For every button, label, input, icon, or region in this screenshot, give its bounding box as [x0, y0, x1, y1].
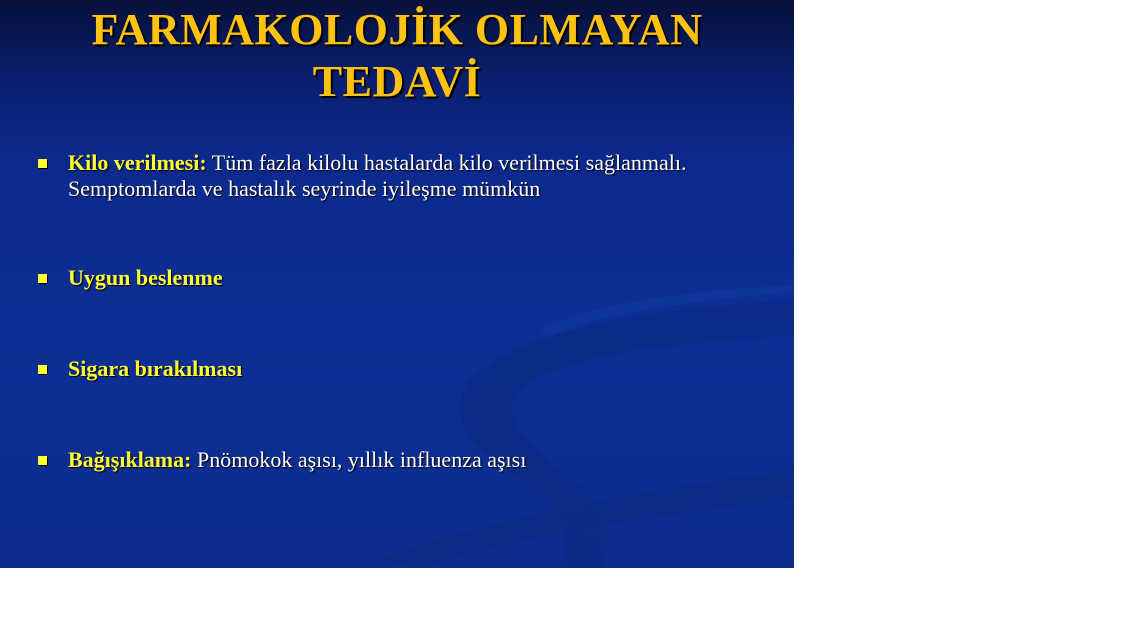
bullet-keyword: Uygun beslenme: [68, 265, 223, 290]
bullet-keyword: Sigara bırakılması: [68, 356, 243, 381]
bullet-content: [68, 356, 778, 382]
square-bullet-icon: [38, 274, 47, 283]
bullet-content: [68, 150, 778, 202]
square-bullet-icon: [38, 365, 47, 374]
bullet-nutrition: [38, 265, 778, 291]
bullet-text: Tüm fazla kilolu hastalarda kilo verilmesi sağlanmalı. Semptomlarda ve hastalık seyrinde iyileşme mümkün: [68, 150, 687, 201]
bullet-keyword: Bağışıklama:: [68, 447, 192, 472]
bullet-smoking-cessation: [38, 356, 778, 382]
title-line-2: TEDAVİ: [312, 57, 482, 106]
square-bullet-icon: [38, 456, 47, 465]
bullet-vaccination: [38, 447, 778, 473]
title-line-1: FARMAKOLOJİK OLMAYAN: [91, 5, 703, 54]
bullet-keyword: Kilo verilmesi:: [68, 150, 207, 175]
bullet-text: Pnömokok aşısı, yıllık influenza aşısı: [191, 447, 527, 472]
slide-title: [0, 4, 794, 108]
bullet-content: [68, 265, 778, 291]
bullet-weight-loss: [38, 150, 778, 202]
bullet-content: [68, 447, 778, 473]
square-bullet-icon: [38, 159, 47, 168]
